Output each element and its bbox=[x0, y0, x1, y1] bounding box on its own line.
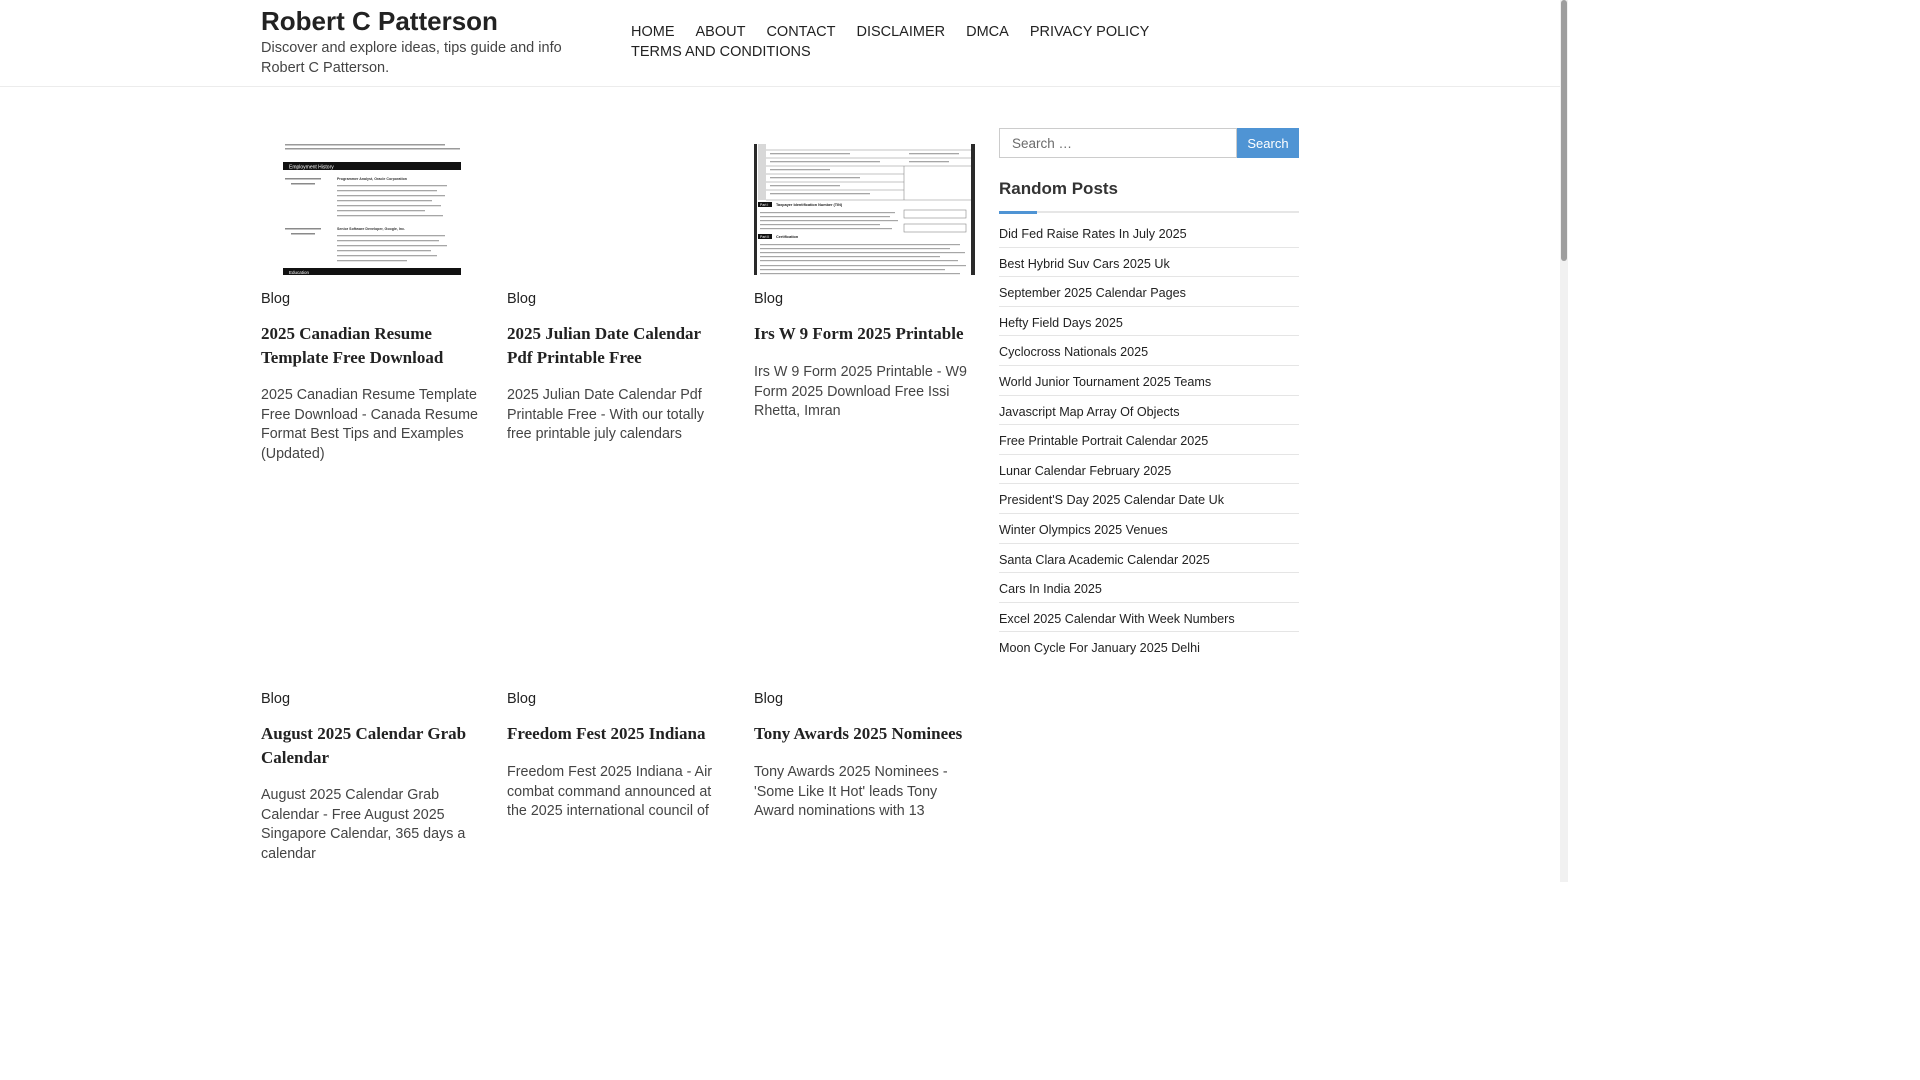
post-excerpt: Irs W 9 Form 2025 Printable - W9 Form 2025 Download Free Issi Rhetta, Imran bbox=[754, 364, 967, 420]
nav-contact[interactable]: CONTACT bbox=[766, 24, 836, 40]
post-category[interactable]: Blog bbox=[507, 291, 537, 307]
random-post-link[interactable]: Free Printable Portrait Calendar 2025 bbox=[999, 425, 1299, 455]
random-post-link[interactable]: Moon Cycle For January 2025 Delhi bbox=[999, 641, 1200, 656]
thumb-education-label: Education bbox=[289, 270, 310, 275]
post-title[interactable]: 2025 Julian Date Calendar Pdf Printable Free bbox=[507, 324, 701, 367]
post-thumbnail[interactable] bbox=[261, 144, 482, 275]
search-input[interactable] bbox=[999, 128, 1237, 158]
resume-thumbnail-image bbox=[261, 144, 482, 275]
post-thumbnail[interactable] bbox=[507, 144, 728, 275]
random-post-link[interactable]: Winter Olympics 2025 Venues bbox=[999, 514, 1299, 544]
thumb-employment-history-label: Employment History bbox=[289, 164, 334, 171]
random-posts-list bbox=[999, 218, 1299, 662]
thumb-part-two-label: Part II bbox=[760, 235, 770, 239]
post-excerpt: August 2025 Calendar Grab Calendar - Free August 2025 Singapore Calendar, 365 days a calendar bbox=[261, 787, 466, 862]
post-category[interactable]: Blog bbox=[261, 291, 291, 307]
random-post-link[interactable]: Hefty Field Days 2025 bbox=[999, 307, 1299, 337]
random-post-link[interactable]: Did Fed Raise Rates In July 2025 bbox=[999, 218, 1299, 248]
post-excerpt: 2025 Julian Date Calendar Pdf Printable Free - With our totally free printable july calendars bbox=[507, 387, 705, 443]
thumb-certification-label: Certification bbox=[776, 235, 799, 239]
post-excerpt: 2025 Canadian Resume Template Free Download - Canada Resume Format Best Tips and Examples (Updated) bbox=[261, 387, 478, 462]
site-description: Discover and explore ideas, tips guide and info Robert C Patterson. bbox=[261, 40, 562, 76]
random-post-link[interactable]: Santa Clara Academic Calendar 2025 bbox=[999, 544, 1299, 574]
nav-disclaimer[interactable]: DISCLAIMER bbox=[856, 24, 946, 40]
post-category[interactable]: Blog bbox=[261, 691, 291, 707]
post-excerpt: Tony Awards 2025 Nominees - 'Some Like It Hot' leads Tony Award nominations with 13 bbox=[754, 764, 948, 820]
nav-dmca[interactable]: DMCA bbox=[966, 24, 1009, 40]
random-post-link[interactable]: September 2025 Calendar Pages bbox=[999, 277, 1299, 307]
widget-divider bbox=[999, 211, 1299, 213]
nav-about[interactable]: ABOUT bbox=[695, 24, 746, 40]
random-post-link[interactable]: Cyclocross Nationals 2025 bbox=[999, 336, 1299, 366]
post-title[interactable]: Irs W 9 Form 2025 Printable bbox=[754, 324, 964, 343]
post-thumbnail[interactable] bbox=[261, 544, 482, 675]
search-button[interactable]: Search bbox=[1237, 128, 1299, 158]
w9-form-thumbnail-image bbox=[754, 144, 975, 275]
post-title[interactable]: August 2025 Calendar Grab Calendar bbox=[261, 724, 467, 767]
post-title[interactable]: Freedom Fest 2025 Indiana bbox=[507, 724, 706, 743]
widget-divider-accent bbox=[999, 211, 1037, 214]
post-title[interactable]: 2025 Canadian Resume Template Free Download bbox=[261, 324, 444, 367]
thumb-job-title-2: Senior Software Developer, Google, Inc. bbox=[337, 227, 406, 231]
random-post-link[interactable]: Best Hybrid Suv Cars 2025 Uk bbox=[999, 248, 1299, 278]
thumb-part-one-label: Part I bbox=[760, 203, 769, 207]
post-thumbnail[interactable] bbox=[754, 544, 975, 675]
random-post-link[interactable]: World Junior Tournament 2025 Teams bbox=[999, 366, 1299, 396]
post-thumbnail[interactable] bbox=[754, 144, 975, 275]
nav-home[interactable]: HOME bbox=[631, 24, 675, 40]
nav-privacy-policy[interactable]: PRIVACY POLICY bbox=[1029, 24, 1150, 40]
page-scrollbar[interactable] bbox=[1560, 0, 1568, 882]
post-thumbnail[interactable] bbox=[507, 544, 728, 675]
site-title[interactable]: Robert C Patterson bbox=[261, 6, 498, 36]
thumb-tin-label: Taxpayer Identification Number (TIN) bbox=[776, 203, 843, 207]
post-category[interactable]: Blog bbox=[754, 691, 784, 707]
random-post-link[interactable]: Cars In India 2025 bbox=[999, 573, 1299, 603]
post-category[interactable]: Blog bbox=[754, 291, 784, 307]
random-post-link[interactable]: Javascript Map Array Of Objects bbox=[999, 396, 1299, 426]
random-post-link[interactable]: President'S Day 2025 Calendar Date Uk bbox=[999, 484, 1299, 514]
random-post-link[interactable]: Excel 2025 Calendar With Week Numbers bbox=[999, 603, 1299, 633]
main-nav bbox=[631, 23, 1191, 62]
random-post-link[interactable]: Lunar Calendar February 2025 bbox=[999, 455, 1299, 485]
post-category[interactable]: Blog bbox=[507, 691, 537, 707]
random-posts-title: Random Posts bbox=[999, 179, 1119, 198]
post-excerpt: Freedom Fest 2025 Indiana - Air combat command announced at the 2025 international council of bbox=[507, 764, 713, 820]
scrollbar-thumb[interactable] bbox=[1561, 0, 1567, 261]
thumb-job-title-1: Programmer Analyst, Oracle Corporation bbox=[337, 177, 407, 181]
post-title[interactable]: Tony Awards 2025 Nominees bbox=[754, 724, 963, 743]
nav-terms-and-conditions[interactable]: TERMS AND CONDITIONS bbox=[631, 43, 811, 60]
site-header bbox=[0, 0, 1560, 87]
